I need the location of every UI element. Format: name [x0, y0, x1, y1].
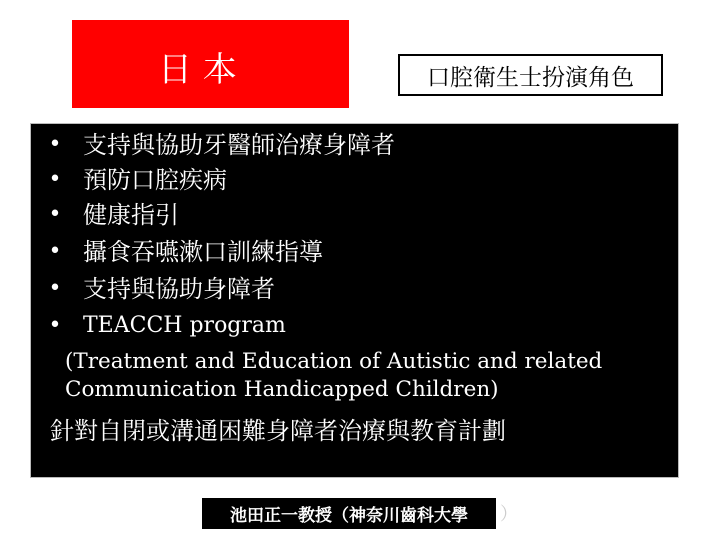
list-item-text: TEACCH program	[83, 313, 286, 338]
role-title-box	[398, 54, 663, 96]
list-item-text: 攝食吞嚥漱口訓練指導	[83, 238, 323, 266]
bullet-icon: •	[48, 239, 62, 264]
bullet-icon: •	[48, 132, 62, 157]
bullet-icon: •	[48, 313, 62, 338]
list-item-text: 健康指引	[83, 201, 179, 229]
list-item-text: 支持與協助牙醫師治療身障者	[83, 131, 395, 159]
list-item-text: 支持與協助身障者	[83, 275, 275, 303]
credit-tail: ）	[500, 504, 518, 525]
title-banner	[72, 20, 349, 108]
bullet-icon: •	[48, 202, 62, 227]
content-panel	[30, 123, 679, 478]
credit-box	[200, 496, 498, 531]
page-title: 日 本	[158, 50, 237, 90]
teacch-expansion-line2: Communication Handicapped Children)	[65, 377, 499, 402]
teacch-chinese: 針對自閉或溝通困難身障者治療與教育計劃	[50, 417, 506, 445]
bullet-icon: •	[48, 276, 62, 301]
role-title: 口腔衛生士扮演角色	[427, 64, 634, 91]
list-item-text: 預防口腔疾病	[83, 166, 227, 194]
credit-text: 池田正一教授（神奈川齒科大學	[230, 506, 468, 526]
teacch-expansion-line1: (Treatment and Education of Autistic and related	[65, 349, 603, 374]
bullet-icon: •	[48, 167, 62, 192]
